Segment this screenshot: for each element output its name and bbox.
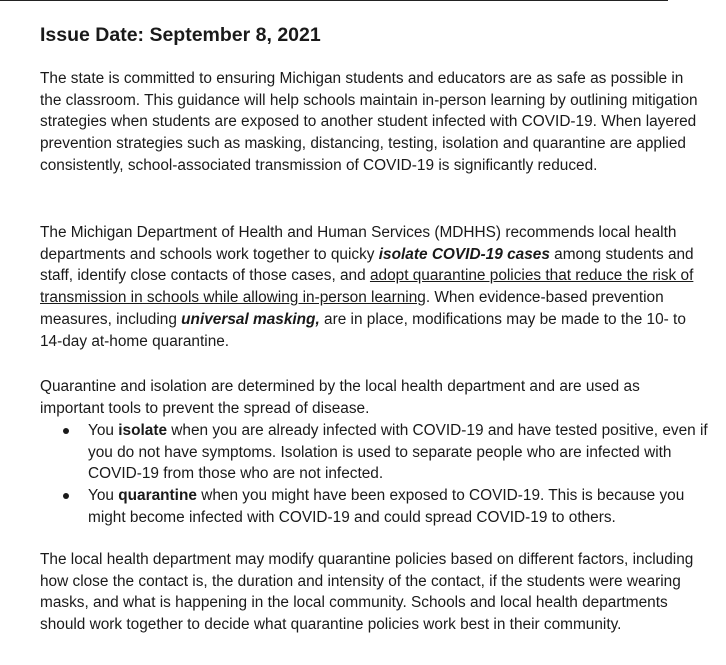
bullet-prefix: You: [88, 422, 119, 439]
universal-masking-emphasis: universal masking,: [181, 310, 320, 328]
list-item-quarantine: [40, 485, 720, 528]
bullet-icon: [63, 428, 69, 434]
mdhhs-text-3: . When evidence-based prevention measures, including: [40, 289, 664, 328]
bullet-text: when you might have been exposed to COVID-19. This is because you might become infected with COVID-19 and could spread COVID-19 to others.: [88, 487, 685, 526]
bullet-text: when you are already infected with COVID-19 and have tested positive, even if you do not have symptoms. Isolation is used to separate people who are infected with COVID-19 from those who are not infected.: [88, 422, 708, 483]
local-health-paragraph: The local health department may modify quarantine policies based on different factors, including how close the contact is, the duration and intensity of the contact, if the students were wearing masks, and what is happening in the local community. Schools and local health departments should work together to decide what quarantine policies work best in their community.: [40, 551, 694, 634]
quarantine-policies-link[interactable]: adopt quarantine policies that reduce the risk of transmission in schools while allowing in-person learning: [40, 267, 694, 307]
issue-date-heading: Issue Date: September 8, 2021: [40, 24, 321, 46]
list-item-isolate: [40, 420, 720, 485]
isolate-term: isolate: [118, 422, 168, 439]
intro-paragraph: The state is committed to ensuring Michigan students and educators are as safe as possible in the classroom. This guidance will help schools maintain in-person learning by outlining mitigation strategies when students are exposed to another student infected with COVID-19. When layered prevention strategies such as masking, distancing, testing, isolation and quarantine are applied consistently, school-associated transmission of COVID-19 is significantly reduced.: [40, 70, 698, 174]
quarantine-isolation-paragraph: Quarantine and isolation are determined by the local health department and are used as important tools to prevent the spread of disease.: [40, 378, 640, 417]
bullet-icon: [63, 493, 69, 499]
definitions-list: [40, 420, 720, 529]
isolate-cases-emphasis: isolate COVID-19 cases: [378, 245, 550, 263]
mdhhs-paragraph: [40, 222, 708, 352]
top-divider: [0, 0, 668, 1]
mdhhs-text-1: The Michigan Department of Health and Human Services (MDHHS) recommends local health departments and schools work together to quicky: [40, 224, 677, 263]
quarantine-term: quarantine: [118, 487, 197, 505]
mdhhs-text-2: among students and staff, identify close contacts of those cases, and: [40, 245, 694, 285]
bullet-prefix: You: [88, 487, 119, 505]
mdhhs-text-4: are in place, modifications may be made to the 10- to 14-day at-home quarantine.: [40, 310, 686, 350]
